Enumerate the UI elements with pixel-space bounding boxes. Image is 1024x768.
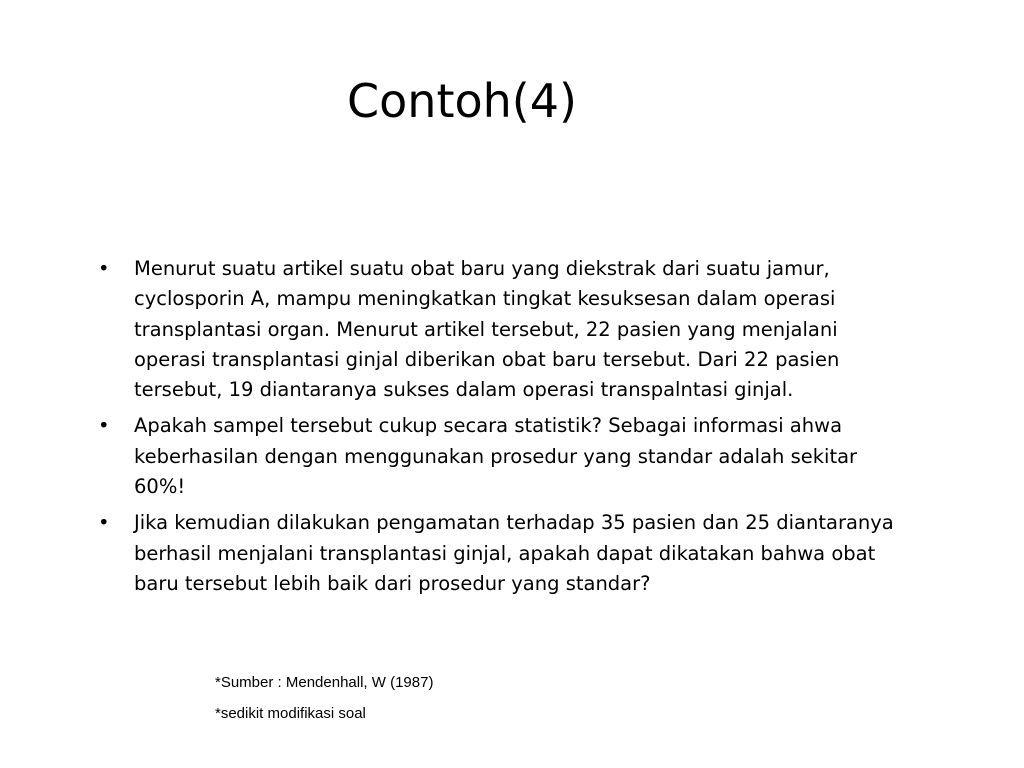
slide-title: Contoh(4) <box>347 74 577 128</box>
bullet-dot-icon: • <box>98 257 110 280</box>
bullet-text: Apakah sampel tersebut cukup secara statistik? Sebagai informasi ahwa keberhasilan dengan menggunakan prosedur yang standar adalah sekitar 60%! <box>134 414 858 499</box>
source-citation: *Sumber : Mendenhall, W (1987) <box>215 674 434 691</box>
bullet-text: Menurut suatu artikel suatu obat baru yang diekstrak dari suatu jamur, cyclosporin A, mampu meningkatkan tingkat kesuksesan dalam operasi transplantasi organ. Menurut artikel tersebut, 22 pasien yang menjalani operasi transplantasi ginjal diberikan obat baru tersebut. Dari 22 pasien tersebut, 19 diantaranya sukses dalam operasi transpalntasi ginjal. <box>134 257 840 402</box>
bullet-item <box>98 411 898 502</box>
bullet-item <box>98 508 898 599</box>
bullet-item <box>98 254 898 405</box>
bullet-dot-icon: • <box>98 511 110 535</box>
source-note: *sedikit modifikasi soal <box>215 705 366 722</box>
bullet-dot-icon: • <box>98 414 110 438</box>
bullet-list <box>98 254 898 605</box>
bullet-text: Jika kemudian dilakukan pengamatan terhadap 35 pasien dan 25 diantaranya berhasil menjalani transplantasi ginjal, apakah dapat dikatakan bahwa obat baru tersebut lebih baik dari prosedur yang standar? <box>134 511 894 595</box>
